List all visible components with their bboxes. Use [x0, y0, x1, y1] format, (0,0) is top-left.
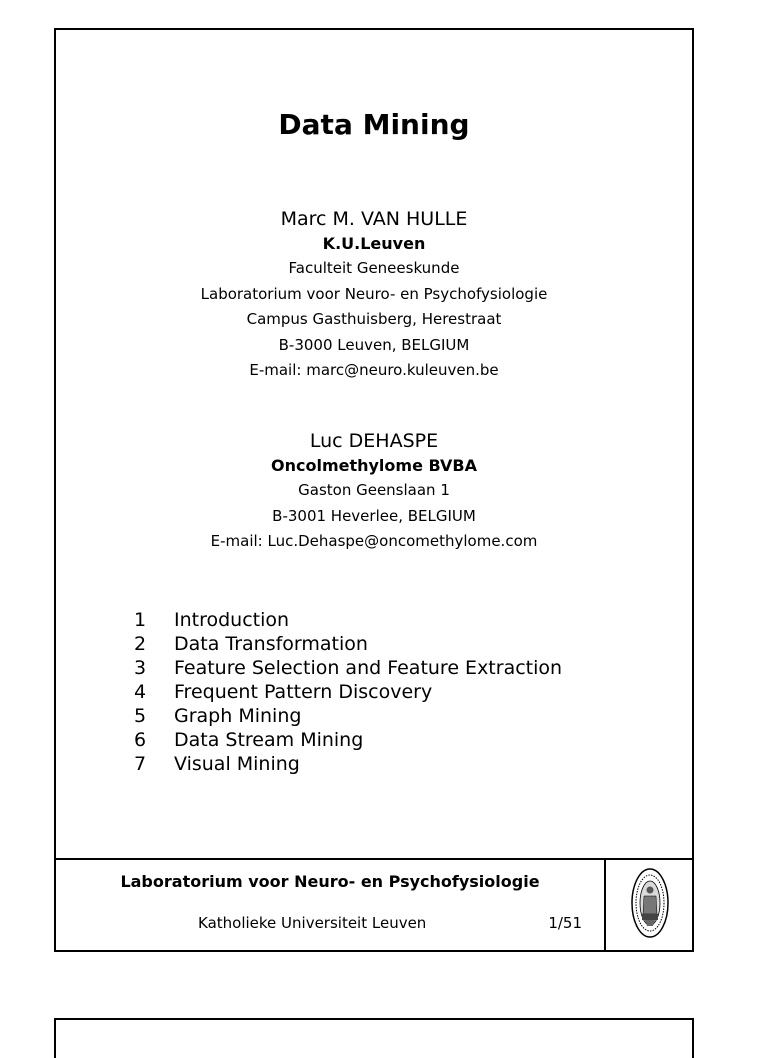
address-line: Gaston Geenslaan 1	[298, 481, 450, 499]
author-block-2	[56, 428, 692, 555]
table-of-contents	[134, 608, 562, 776]
toc-item	[134, 632, 562, 656]
toc-label: Data Transformation	[174, 633, 368, 655]
toc-number: 7	[134, 753, 147, 775]
footer-university-name: Katholieke Universiteit Leuven	[198, 914, 427, 932]
address-line: Faculteit Geneeskunde	[288, 259, 460, 277]
author-name: Marc M. VAN HULLE	[280, 208, 468, 230]
footer-lab-name: Laboratorium voor Neuro- en Psychofysiologie	[120, 872, 540, 891]
next-slide-edge	[54, 1018, 694, 1058]
toc-number: 3	[134, 657, 147, 679]
address-line: B-3000 Leuven, BELGIUM	[278, 335, 470, 354]
toc-number: 6	[134, 729, 147, 751]
slide-title: Data Mining	[278, 108, 470, 141]
author-affiliation: K.U.Leuven	[322, 234, 426, 253]
toc-item	[134, 704, 562, 728]
toc-number: 4	[134, 681, 147, 703]
toc-label: Visual Mining	[174, 753, 300, 775]
author-block-1	[56, 206, 692, 384]
email-line: E-mail: marc@neuro.kuleuven.be	[249, 361, 499, 379]
toc-item	[134, 752, 562, 776]
toc-item	[134, 680, 562, 704]
address-line: B-3001 Heverlee, BELGIUM	[272, 506, 476, 525]
toc-item	[134, 656, 562, 680]
university-seal-icon	[630, 866, 670, 944]
toc-label: Data Stream Mining	[174, 729, 364, 751]
slide-page	[54, 28, 694, 952]
address-line: Laboratorium voor Neuro- en Psychofysiologie	[200, 284, 548, 303]
author-affiliation: Oncolmethylome BVBA	[270, 456, 478, 475]
email-line: E-mail: Luc.Dehaspe@oncomethylome.com	[210, 532, 538, 550]
toc-number: 1	[134, 609, 147, 631]
toc-label: Feature Selection and Feature Extraction	[174, 657, 563, 679]
toc-label: Frequent Pattern Discovery	[174, 681, 433, 703]
toc-label: Graph Mining	[174, 705, 302, 727]
toc-label: Introduction	[174, 609, 290, 631]
author-name: Luc DEHASPE	[309, 430, 439, 452]
toc-number: 2	[134, 633, 147, 655]
toc-item	[134, 728, 562, 752]
footer-text-box	[56, 860, 606, 950]
toc-item	[134, 608, 562, 632]
address-line: Campus Gasthuisberg, Herestraat	[246, 310, 502, 328]
page-number: 1/51	[548, 914, 582, 932]
slide-footer	[56, 858, 692, 950]
toc-number: 5	[134, 705, 147, 727]
